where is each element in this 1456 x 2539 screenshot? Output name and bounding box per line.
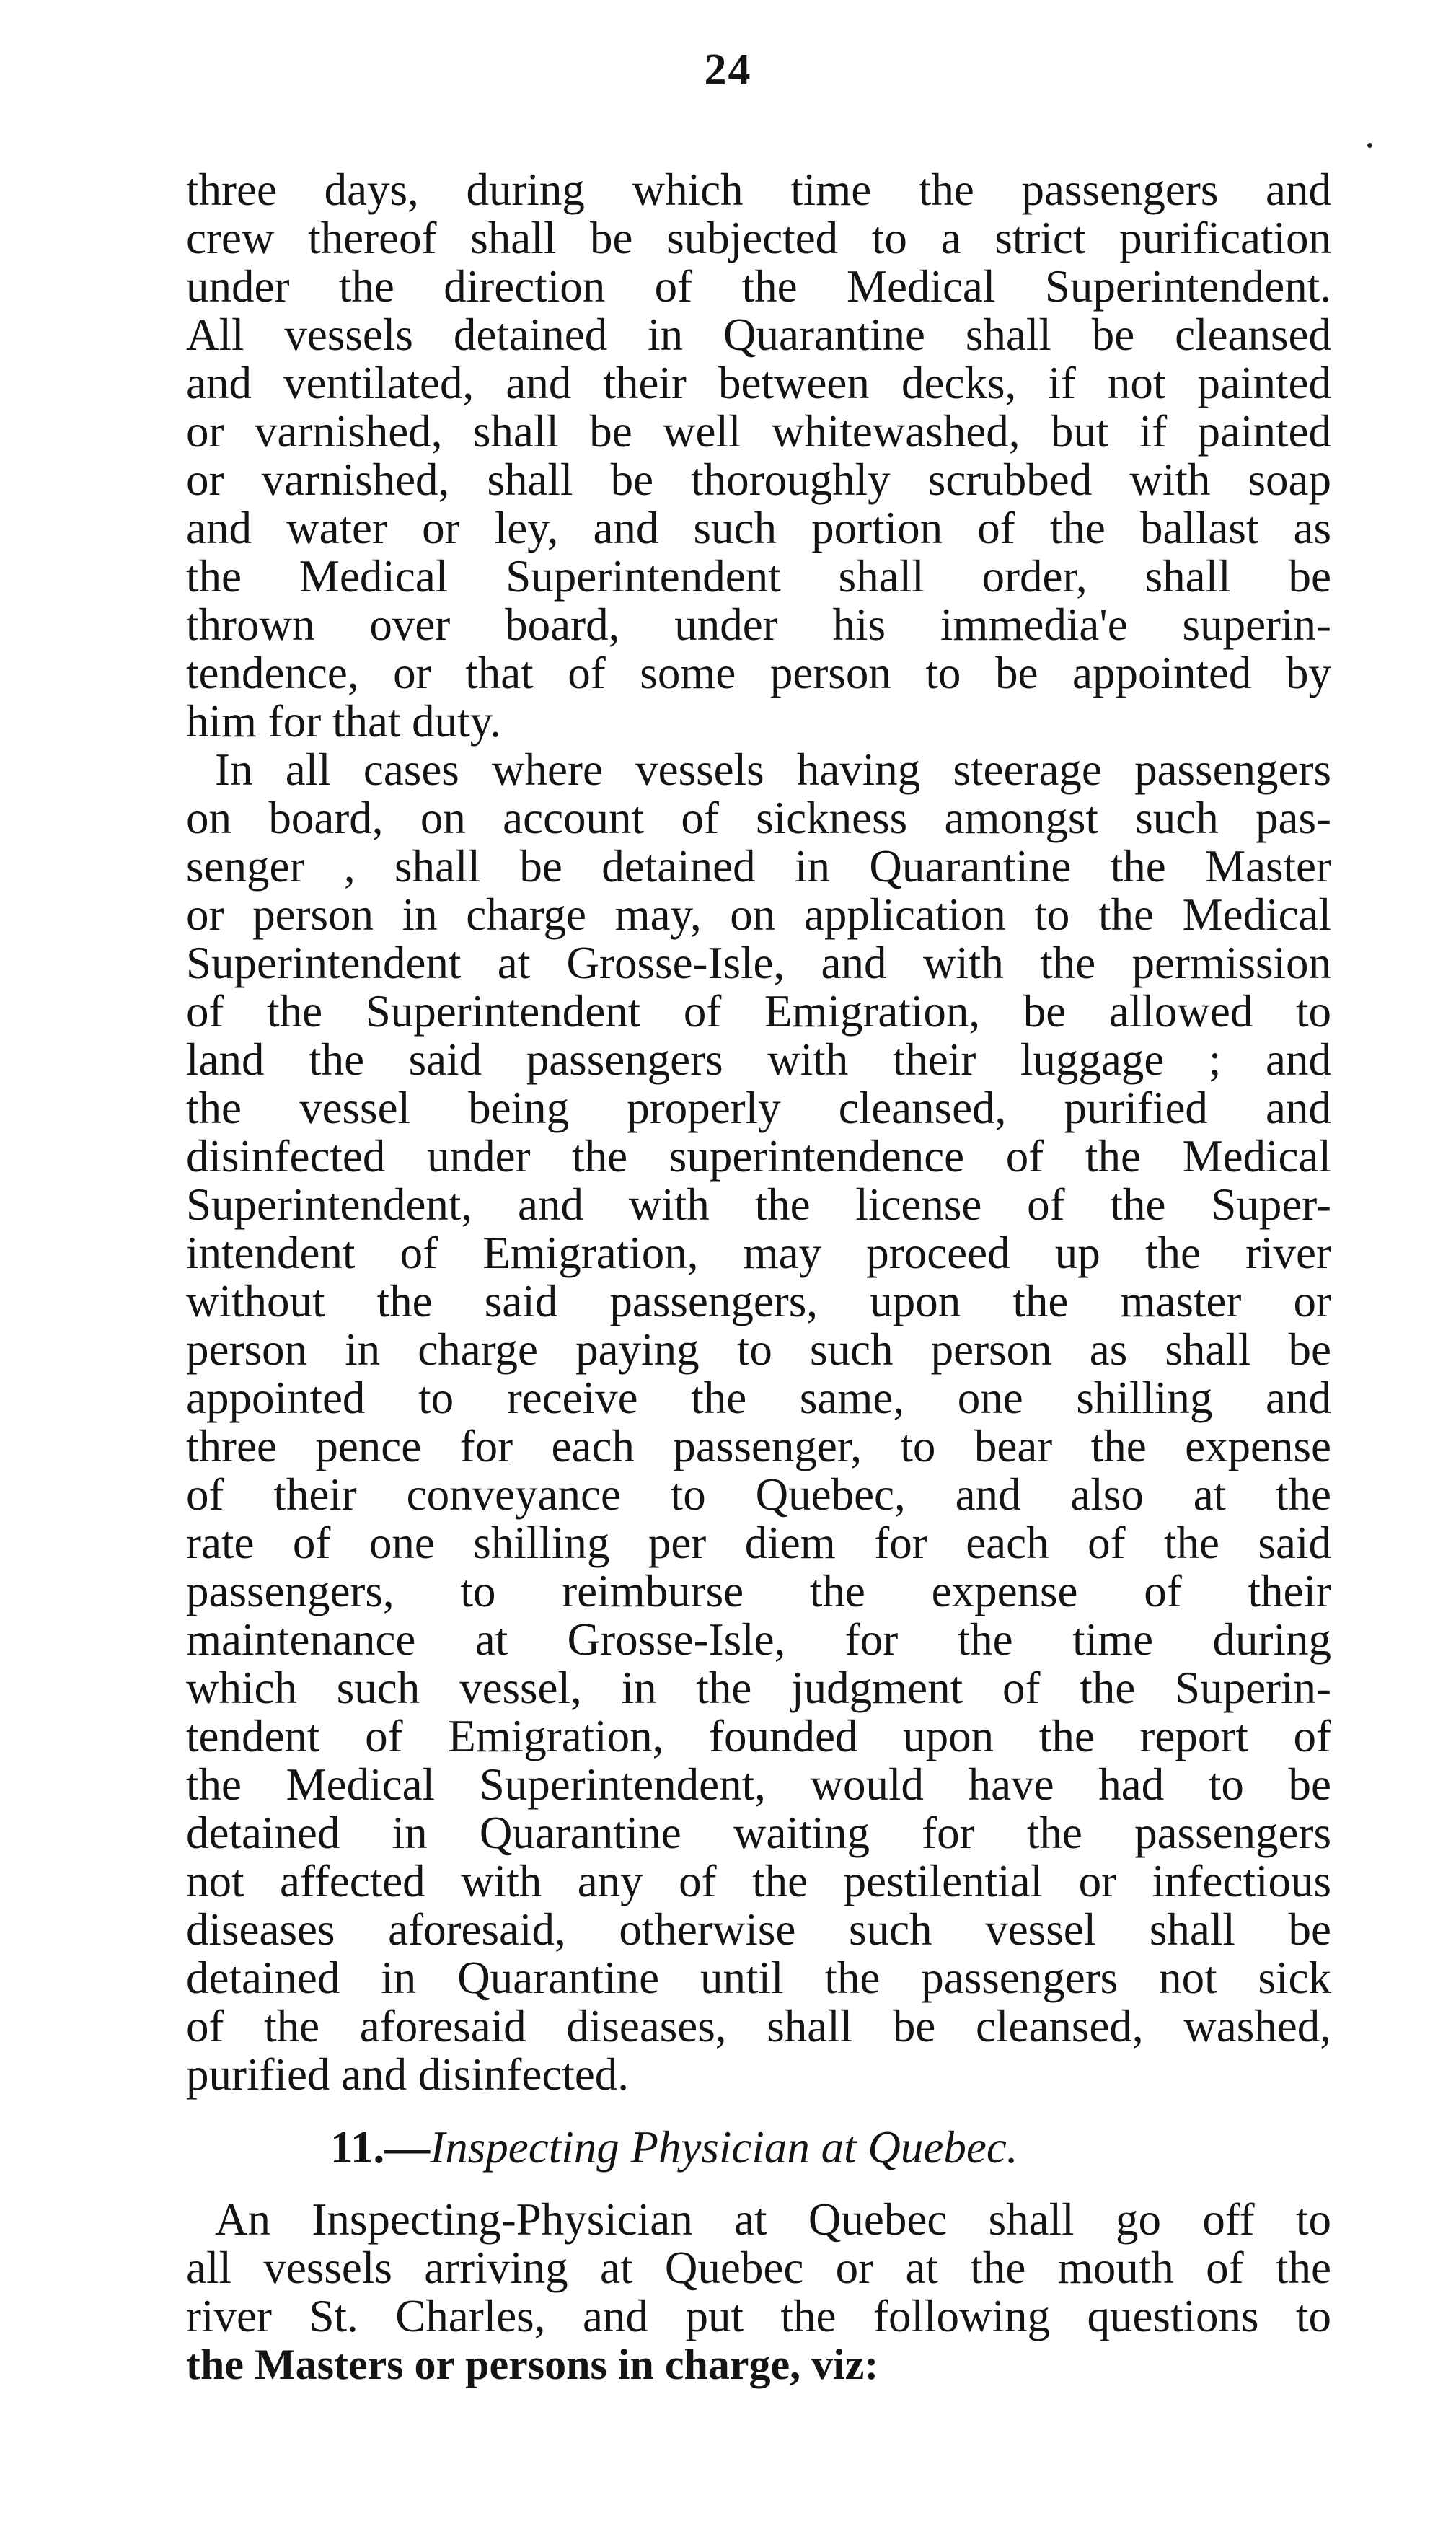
paragraph-1-line: All vessels detained in Quarantine shall be cleansed <box>186 309 1331 360</box>
paragraph-2-line: the vessel being properly cleansed, purified and <box>186 1083 1331 1133</box>
paragraph-2-line: of their conveyance to Quebec, and also at the <box>186 1469 1331 1520</box>
paragraph-2-line: which such vessel, in the judgment of the Superin- <box>186 1663 1331 1713</box>
paragraph-1-line: under the direction of the Medical Superintendent. <box>186 261 1331 312</box>
paragraph-2-line: not affected with any of the pestilential or infectious <box>186 1856 1331 1906</box>
page-number: 24 <box>704 45 752 94</box>
paragraph-1-line: or varnished, shall be thoroughly scrubbed with soap <box>186 454 1331 505</box>
paragraph-2-line: land the said passengers with their luggage ; and <box>186 1034 1331 1085</box>
paragraph-2-line: of the Superintendent of Emigration, be allowed to <box>186 986 1331 1037</box>
paragraph-1-line: the Medical Superintendent shall order, shall be <box>186 551 1331 602</box>
paragraph-2-line: three pence for each passenger, to bear the expense <box>186 1421 1331 1471</box>
paragraph-1-line: thrown over board, under his immedia'e superin- <box>186 599 1331 650</box>
paragraph-2-line: maintenance at Grosse-Isle, for the time during <box>186 1614 1331 1665</box>
section-heading <box>186 2099 1331 2196</box>
paragraph-2-line: tendent of Emigration, founded upon the report of <box>186 1711 1331 1761</box>
paragraph-2-line: diseases aforesaid, otherwise such vessel shall be <box>186 1904 1331 1955</box>
paragraph-2-line: the Medical Superintendent, would have had to be <box>186 1759 1331 1810</box>
paragraph-2-line: In all cases where vessels having steerage passengers <box>215 744 1331 795</box>
paragraph-2-line: without the said passengers, upon the master or <box>186 1276 1331 1326</box>
paragraph-2-line: Superintendent at Grosse-Isle, and with the permission <box>186 938 1331 988</box>
body-text <box>186 166 1331 2389</box>
paragraph-3-line: river St. Charles, and put the following questions to <box>186 2291 1331 2341</box>
paragraph-3-line: the Masters or persons in charge, viz: <box>186 2341 879 2388</box>
paragraph-1-line: tendence, or that of some person to be appointed by <box>186 648 1331 698</box>
paragraph-2-line: Superintendent, and with the license of the Super- <box>186 1179 1331 1230</box>
print-speck <box>1367 143 1372 148</box>
paragraph-1-line: or varnished, shall be well whitewashed, but if painted <box>186 406 1331 457</box>
paragraph-2-line: disinfected under the superintendence of the Medical <box>186 1131 1331 1182</box>
paragraph-1-line: him for that duty. <box>186 696 501 747</box>
paragraph-2-line: purified and disinfected. <box>186 2049 630 2100</box>
paragraph-2-line: intendent of Emigration, may proceed up the river <box>186 1228 1331 1278</box>
paragraph-2-line: on board, on account of sickness amongst such pas- <box>186 793 1331 843</box>
paragraph-1-line: and ventilated, and their between decks, if not painted <box>186 358 1331 408</box>
paragraph-2-line: or person in charge may, on application to the Medical <box>186 889 1331 940</box>
paragraph-2-line: senger , shall be detained in Quarantine the Master <box>186 841 1331 892</box>
paragraph-2-line: appointed to receive the same, one shilling and <box>186 1373 1331 1423</box>
paragraph-3-line: all vessels arriving at Quebec or at the mouth of the <box>186 2243 1331 2293</box>
paragraph-2-line: detained in Quarantine waiting for the passengers <box>186 1808 1331 1858</box>
paragraph-1-line: and water or ley, and such portion of the ballast as <box>186 503 1331 553</box>
paragraph-2-line: passengers, to reimburse the expense of their <box>186 1566 1331 1616</box>
paragraph-2-line: person in charge paying to such person as shall be <box>186 1324 1331 1375</box>
section-title: Inspecting Physician at Quebec. <box>430 2122 1018 2173</box>
paragraph-1-line: crew thereof shall be subjected to a strict purification <box>186 213 1331 263</box>
paragraph-2-line: rate of one shilling per diem for each of the said <box>186 1518 1331 1568</box>
paragraph-2-line: detained in Quarantine until the passengers not sick <box>186 1953 1331 2003</box>
paragraph-3-line: An Inspecting-Physician at Quebec shall go off to <box>215 2194 1331 2245</box>
paragraph-1-line: three days, during which time the passengers and <box>186 164 1331 215</box>
paragraph-2-line: of the aforesaid diseases, shall be cleansed, washed, <box>186 2001 1331 2051</box>
section-number: 11.— <box>330 2122 431 2173</box>
